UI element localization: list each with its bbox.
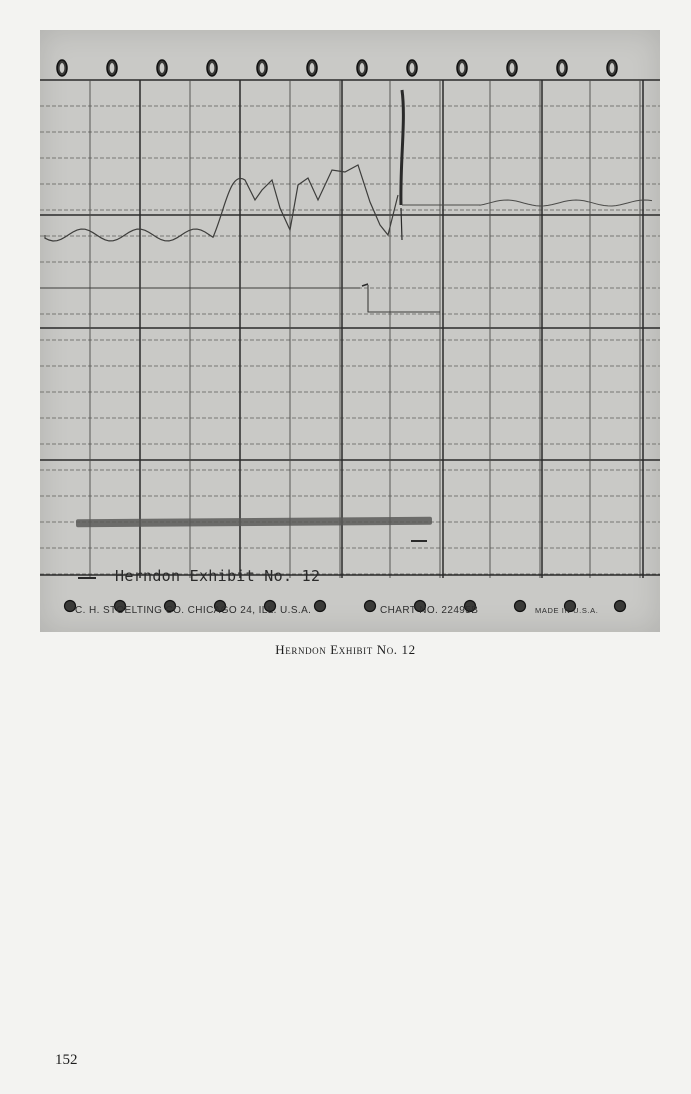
- polygraph-chart-photo: [40, 30, 660, 632]
- pen-stroke-vertical: [401, 90, 404, 205]
- pen-stroke-tail: [401, 208, 402, 240]
- made-in-text: MADE IN U.S.A.: [535, 606, 599, 615]
- sprocket-hole-top-center: [560, 63, 565, 73]
- sprocket-hole-top-center: [460, 63, 465, 73]
- sprocket-hole-top-center: [510, 63, 515, 73]
- respiration-trace: [45, 165, 398, 241]
- sprocket-hole-top-center: [310, 63, 315, 73]
- sprocket-hole-top-center: [160, 63, 165, 73]
- typed-exhibit-label: Herndon Exhibit No. 12: [115, 567, 321, 585]
- figure-caption: Herndon Exhibit No. 12: [275, 642, 416, 657]
- chart-number-text: CHART NO. 22495B: [380, 605, 479, 616]
- right-trace: [402, 200, 652, 206]
- manufacturer-text: C. H. STOELTING CO. CHICAGO 24, ILL. U.S.A.: [75, 605, 312, 616]
- sprocket-hole-top-center: [110, 63, 115, 73]
- sprocket-hole-top-center: [610, 63, 615, 73]
- page-number: 152: [55, 1052, 78, 1068]
- galvanometer-tick: [362, 284, 368, 286]
- sprocket-hole-top-center: [210, 63, 215, 73]
- chart-paper-graphic: [40, 30, 660, 632]
- sprocket-hole-top-center: [60, 63, 65, 73]
- sprocket-hole-top-center: [410, 63, 415, 73]
- sprocket-hole-top-center: [360, 63, 365, 73]
- ink-dash-mark: [411, 540, 427, 542]
- typed-dash-mark: [78, 577, 96, 579]
- sprocket-hole-top-center: [260, 63, 265, 73]
- chart-footer-strip: [40, 605, 660, 627]
